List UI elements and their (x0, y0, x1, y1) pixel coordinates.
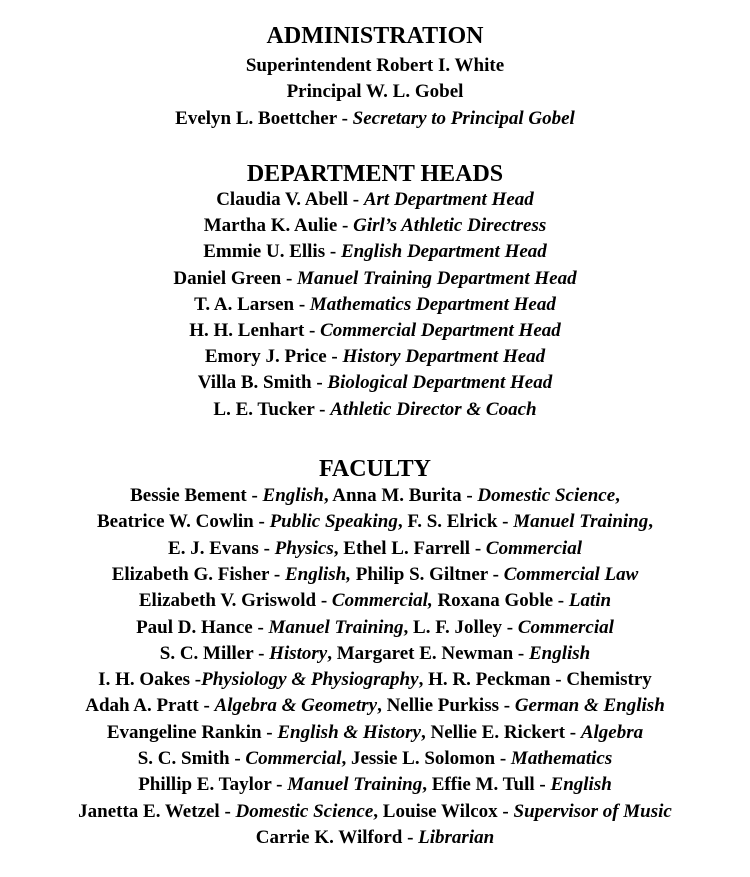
name-text: Evangeline Rankin - (106, 721, 278, 743)
faculty-line (0, 563, 750, 587)
name-text: Beatrice W. Cowlin - (97, 511, 270, 533)
role-text: Girl’s Athletic Directress (353, 215, 547, 237)
name-text: Paul D. Hance - (136, 616, 269, 638)
role-text: Athletic Director & Coach (330, 398, 537, 420)
role-text: Supervisor of Music (513, 800, 672, 822)
name-text: , (615, 485, 620, 506)
name-text: Bessie Bement - (130, 485, 263, 506)
name-text: Carrie K. Wilford - (255, 826, 419, 848)
role-text: Public Speaking (269, 511, 398, 533)
role-text: History Department Head (342, 346, 546, 368)
name-text: Roxana Goble - (432, 590, 569, 612)
role-text: Commercial (245, 748, 342, 769)
role-text: Biological Department Head (327, 372, 553, 394)
name-text: T. A. Larsen - (194, 293, 310, 315)
name-text: , (648, 511, 653, 533)
department-head-line (0, 345, 750, 369)
department-head-line (0, 240, 750, 264)
name-text: I. H. Oakes - (98, 669, 202, 691)
name-text: , L. F. Jolley - (403, 616, 518, 638)
name-text: S. C. Smith - (137, 748, 246, 769)
role-text: Manuel Training (287, 774, 423, 796)
faculty-line (0, 589, 750, 613)
faculty-line (0, 773, 750, 797)
name-text: Phillip E. Taylor - (138, 774, 288, 796)
name-text: , Effie M. Tull - (422, 774, 551, 796)
department-head-line (0, 319, 750, 343)
name-text: E. J. Evans - (168, 537, 275, 559)
role-text: Art Department Head (363, 189, 534, 210)
faculty-line (0, 484, 750, 508)
name-text: , Jessie L. Solomon - (341, 748, 511, 769)
name-text: Principal W. L. Gobel (286, 81, 464, 103)
role-text: Commercial (485, 537, 582, 559)
name-text: Claudia V. Abell - (216, 189, 364, 210)
faculty-line (0, 668, 750, 692)
role-text: Physiology & Physiography (201, 669, 419, 691)
name-text: , Ethel L. Farrell - (333, 537, 486, 559)
role-text: Commercial (517, 616, 614, 638)
name-text: H. H. Lenhart - (189, 320, 321, 341)
name-text: Adah A. Pratt - (85, 695, 215, 717)
role-text: Latin (568, 590, 612, 612)
role-text: Commercial, (331, 590, 433, 612)
name-text: Daniel Green - (173, 267, 298, 289)
name-text: , Nellie Purkiss - (377, 695, 515, 717)
role-text: Mathematics (510, 748, 613, 769)
role-text: Algebra & Geometry (214, 695, 378, 717)
faculty-line (0, 616, 750, 640)
name-text: Villa B. Smith - (197, 372, 328, 394)
name-text: Janetta E. Wetzel - (78, 800, 236, 822)
role-text: Commercial Law (503, 563, 639, 585)
role-text: Manuel Training (513, 511, 649, 533)
role-text: English (262, 485, 324, 506)
department-head-line (0, 214, 750, 238)
role-text: Manuel Training Department Head (297, 267, 577, 289)
role-text: German & English (514, 695, 665, 717)
role-text: Domestic Science (235, 800, 374, 822)
role-text: History (269, 642, 328, 664)
department-head-line (0, 371, 750, 395)
name-text: Elizabeth G. Fisher - (111, 563, 285, 585)
department-head-line (0, 398, 750, 422)
role-text: English (550, 774, 612, 796)
name-text: Emory J. Price - (204, 346, 343, 368)
administration-heading: ADMINISTRATION (266, 23, 484, 49)
role-text: Physics (274, 537, 334, 559)
department-heads-heading: DEPARTMENT HEADS (246, 161, 504, 187)
role-text: Secretary to Principal Gobel (352, 107, 575, 129)
faculty-line (0, 747, 750, 771)
name-text: , Margaret E. Newman - (327, 642, 529, 664)
name-text: , H. R. Peckman - Chemistry (418, 669, 652, 691)
department-head-line (0, 293, 750, 317)
department-head-line (0, 188, 750, 212)
faculty-line (0, 721, 750, 745)
name-text: , Anna M. Burita - (323, 485, 478, 506)
role-text: English & History (277, 721, 421, 743)
name-text: L. E. Tucker - (213, 398, 331, 420)
role-text: English, (284, 563, 351, 585)
name-text: Evelyn L. Boettcher - (175, 107, 353, 129)
faculty-line (0, 800, 750, 824)
faculty-heading: FACULTY (318, 456, 432, 482)
department-head-line (0, 267, 750, 291)
name-text: Elizabeth V. Griswold - (138, 590, 332, 612)
name-text: Superintendent Robert I. White (245, 55, 505, 76)
name-text: , Nellie E. Rickert - (420, 721, 581, 743)
role-text: Librarian (418, 826, 495, 848)
name-text: Martha K. Aulie - (203, 215, 354, 237)
role-text: Manuel Training (268, 616, 404, 638)
faculty-line (0, 826, 750, 850)
faculty-line (0, 537, 750, 561)
role-text: Algebra (580, 721, 644, 743)
name-text: Philip S. Giltner - (351, 563, 504, 585)
role-text: Domestic Science (477, 485, 616, 506)
name-text: Emmie U. Ellis - (203, 241, 341, 263)
administration-line (0, 54, 750, 78)
administration-line (0, 80, 750, 104)
administration-line (0, 107, 750, 131)
name-text: , F. S. Elrick - (397, 511, 514, 533)
name-text: , Louise Wilcox - (373, 800, 514, 822)
role-text: Commercial Department Head (320, 320, 561, 341)
faculty-line (0, 510, 750, 534)
role-text: English Department Head (340, 241, 547, 263)
name-text: S. C. Miller - (159, 642, 270, 664)
faculty-line (0, 642, 750, 666)
role-text: English (528, 642, 591, 664)
faculty-line (0, 694, 750, 718)
role-text: Mathematics Department Head (309, 293, 556, 315)
